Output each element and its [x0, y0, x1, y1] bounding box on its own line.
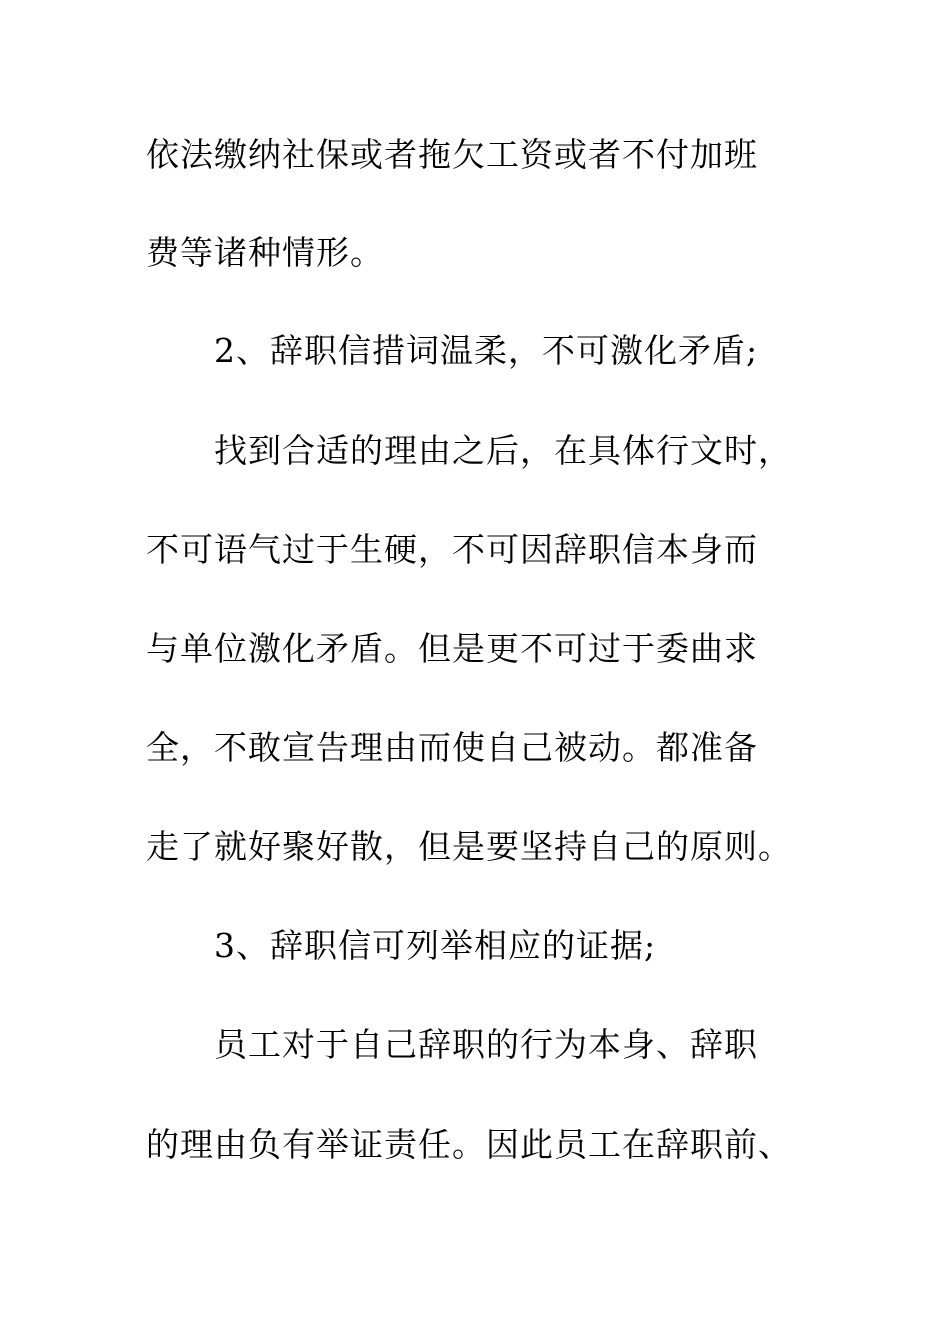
- text-line: 走了就好聚好散，但是要坚持自己的原则。: [146, 827, 792, 866]
- section-heading: 2、辞职信措词温柔，不可激化矛盾;: [214, 331, 759, 370]
- text-line: 与单位激化矛盾。但是更不可过于委曲求: [146, 629, 758, 668]
- paragraph-first-line: 找到合适的理由之后，在具体行文时，: [214, 431, 792, 470]
- text-line: 的理由负有举证责任。因此员工在辞职前、: [146, 1125, 792, 1164]
- section-heading: 3、辞职信可列举相应的证据;: [214, 926, 657, 965]
- text-line: 全，不敢宣告理由而使自己被动。都准备: [146, 728, 758, 767]
- text-line: 依法缴纳社保或者拖欠工资或者不付加班: [146, 135, 758, 174]
- paragraph-first-line: 员工对于自己辞职的行为本身、辞职: [214, 1025, 758, 1064]
- text-line: 费等诸种情形。: [146, 233, 384, 272]
- text-line: 不可语气过于生硬，不可因辞职信本身而: [146, 530, 758, 569]
